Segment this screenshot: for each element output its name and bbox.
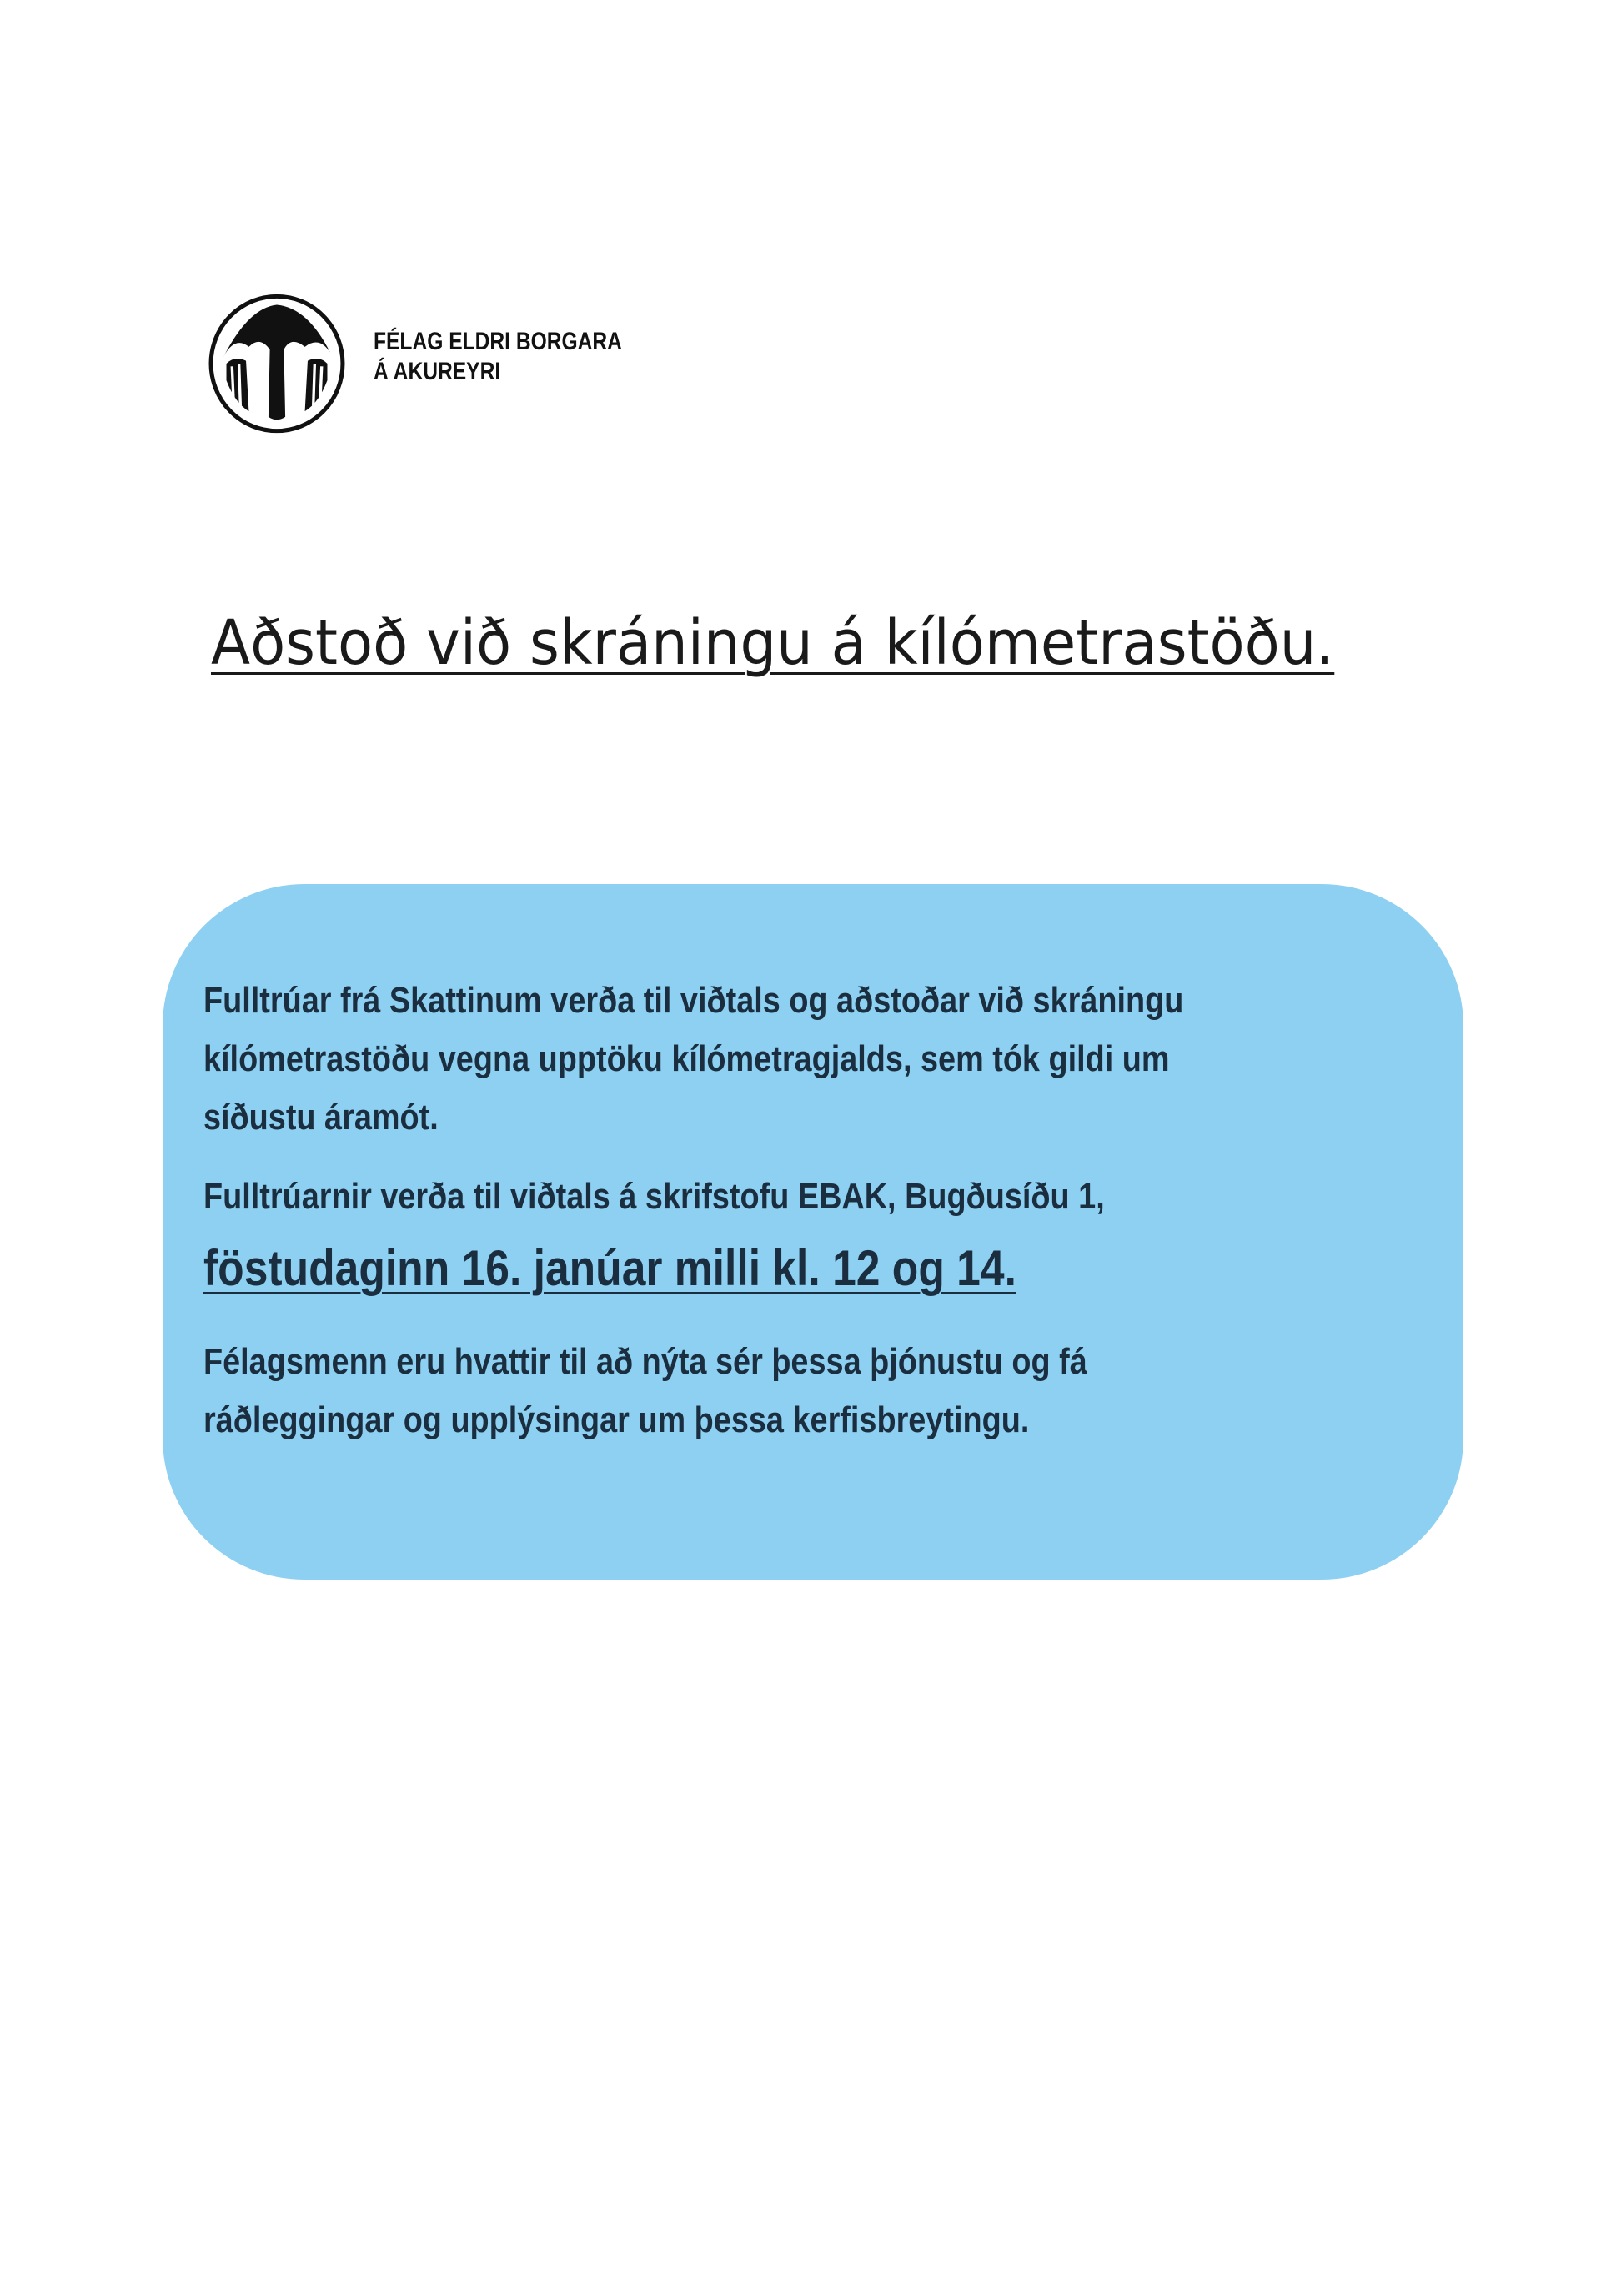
page-title: Aðstoð við skráningu á kílómetrastöðu. <box>211 607 1335 679</box>
tree-logo-icon <box>207 294 347 434</box>
paragraph-line: Félagsmenn eru hvattir til að nýta sér þessa þjónustu og fá <box>203 1341 1087 1382</box>
paragraph-line: ráðleggingar og upplýsingar um þessa kerfisbreytingu. <box>203 1399 1030 1440</box>
paragraph-line: Fulltrúar frá Skattinum verða til viðtals og aðstoðar við skráningu <box>203 980 1184 1021</box>
organization-name <box>374 327 622 387</box>
notice-date <box>203 1233 1016 1304</box>
org-name-line1: FÉLAG ELDRI BORGARA <box>374 328 622 355</box>
date-line: föstudaginn 16. janúar milli kl. 12 og 14. <box>203 1240 1016 1296</box>
notice-paragraph-3 <box>203 1333 1087 1449</box>
notice-paragraph-2 <box>203 1168 1105 1226</box>
paragraph-line: Fulltrúarnir verða til viðtals á skrifstofu EBAK, Bugðusíðu 1, <box>203 1176 1105 1217</box>
notice-paragraph-1 <box>203 972 1183 1147</box>
paragraph-line: kílómetrastöðu vegna upptöku kílómetragjalds, sem tók gildi um <box>203 1038 1170 1079</box>
org-name-line2: Á AKUREYRI <box>374 358 501 385</box>
paragraph-line: síðustu áramót. <box>203 1097 439 1138</box>
